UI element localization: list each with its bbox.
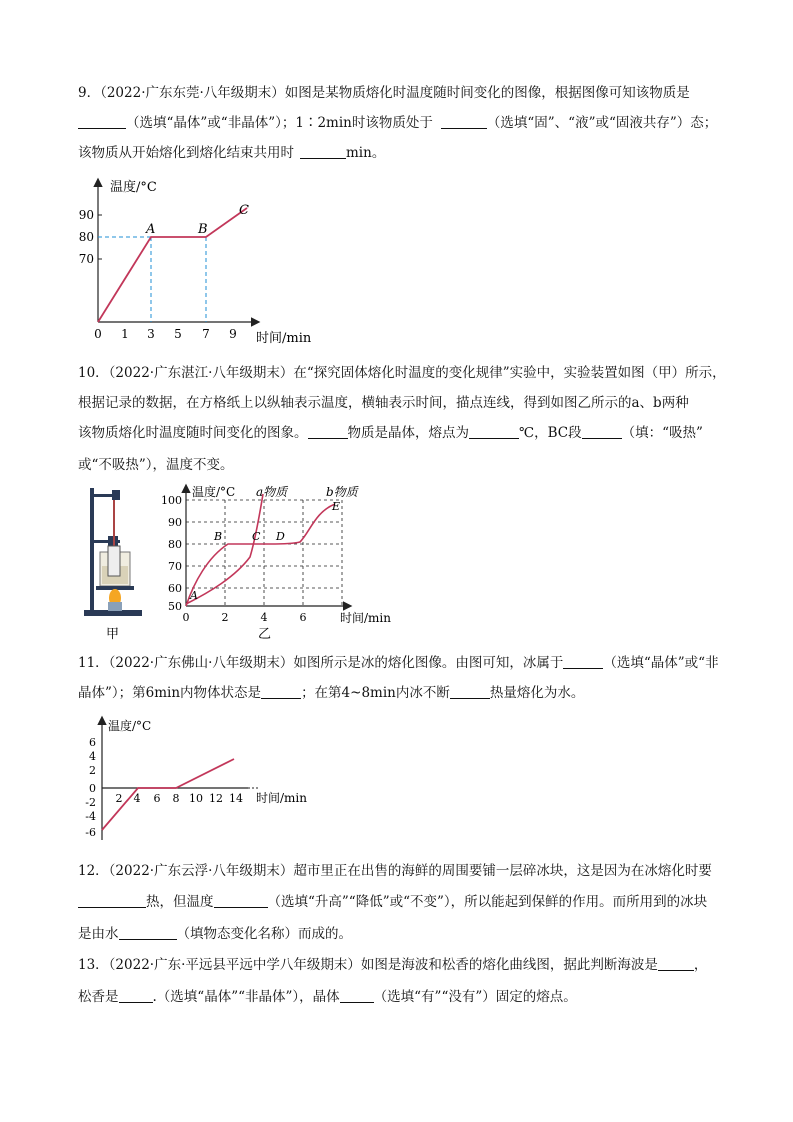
point-c-label: C [252,530,261,543]
q10-text: 10．（2022·广东湛江·八年级期末）在“探究固体熔化时温度的变化规律”实验中，实验装置如图（甲）所示， [78,365,726,381]
q11-blank-1[interactable] [563,654,603,669]
x-tick-7: 7 [202,327,210,341]
y-tick-90: 90 [168,516,182,529]
q12-text: 热，但温度 [146,894,214,910]
y-axis-label: 温度/°C [108,719,152,733]
q10-text: ℃，BC段 [519,425,582,441]
x-tick-12: 12 [209,792,223,805]
q13-blank-1[interactable] [658,956,694,971]
x-tick-5: 5 [174,327,182,341]
series-b-label: b物质 [326,485,358,499]
clamp [112,490,120,500]
q12-blank-2[interactable] [214,893,268,908]
q12-text: 12．（2022·广东云浮·八年级期末）超市里正在出售的海鲜的周围要铺一层碎冰块，这是因为在冰熔化时要 [78,863,712,879]
y-tick-neg4: -4 [85,810,96,823]
x-tick-2: 2 [115,792,123,805]
q10-line-3 [78,423,703,443]
fig-yi-label: 乙 [258,627,272,642]
q13-line-1 [78,955,707,975]
point-c-label: C [239,203,249,218]
alcohol-lamp [108,602,122,611]
q12-text: （填物态变化名称）而成的。 [176,926,352,942]
q13-line-2 [78,987,577,1007]
x-tick-6: 6 [299,611,307,624]
x-tick-0: 0 [182,611,190,624]
y-tick-80: 80 [78,230,94,244]
q11-text: （选填“晶体”或“非 [603,655,719,671]
q9-text: （选填“晶体”或“非晶体”）；1∶2min时该物质处于 [126,115,433,131]
test-tube [108,546,120,576]
y-tick-2: 2 [89,764,96,777]
stand-rod [90,488,94,612]
q12-blank-1[interactable] [78,893,146,908]
curve-b [186,504,335,606]
q11-text: 晶体”）；第6min内物体状态是 [78,685,262,701]
q11-text: 热量熔化为水。 [489,685,585,701]
q9-line-2 [78,113,717,133]
y-tick-60: 60 [168,582,182,595]
x-tick-4: 4 [133,792,141,805]
q13-text: 13．（2022·广东·平远县平远中学八年级期末）如图是海波和松香的熔化曲线图，据此判断海波是 [78,957,658,973]
q13-text: ， [693,957,708,973]
point-a-label: A [146,222,156,237]
y-tick-70: 70 [168,560,182,573]
x-tick-0: 0 [94,327,102,341]
x-tick-9: 9 [229,327,237,341]
q10-text: 该物质熔化时温度随时间变化的图象。 [78,425,308,441]
q12-line-2 [78,892,707,912]
q10-text: （填：“吸热” [621,425,703,441]
y-tick-6: 6 [89,736,96,749]
q9-blank-2[interactable] [441,114,487,129]
q9-text: 该物质从开始熔化到熔化结束共用时 [78,145,294,161]
q13-text: .（选填“晶体”“非晶体”），晶体 [152,989,340,1005]
q11-chart [78,712,328,848]
x-tick-3: 3 [147,327,155,341]
q10-blank-2[interactable] [469,424,519,439]
y-tick-neg2: -2 [85,796,96,809]
x-tick-6: 6 [153,792,161,805]
q11-line-2 [78,683,584,703]
q9-line-3 [78,143,385,163]
y-tick-0: 0 [89,782,96,795]
y-tick-neg6: -6 [85,826,96,839]
fig-jia-label: 甲 [106,627,120,642]
q12-text: 是由水 [78,926,119,942]
x-tick-1: 1 [121,327,129,341]
q13-blank-2[interactable] [119,988,153,1003]
x-tick-2: 2 [221,611,229,624]
q11-text: ；在第4~8min内冰不断 [301,685,450,701]
q10-chart [160,482,400,642]
q9-line-1 [78,83,690,103]
q10-text: 或“不吸热”），温度不变。 [78,457,234,473]
y-tick-80: 80 [168,538,182,551]
q11-text: 11．（2022·广东佛山·八年级期末）如图所示是冰的熔化图像。由图可知，冰属于 [78,655,564,671]
q11-line-1 [78,653,719,673]
series-a-label: a物质 [256,485,288,499]
q10-line-2 [78,393,689,413]
x-tick-14: 14 [229,792,243,805]
curve-a [186,494,263,604]
y-tick-50: 50 [168,600,182,613]
y-axis-label: 温度/°C [110,180,157,195]
q9-blank-3[interactable] [300,144,346,159]
point-b-label: B [214,530,223,543]
q13-text: （选填“有”“没有”）固定的熔点。 [373,989,577,1005]
y-tick-90: 90 [78,208,94,222]
x-axis-label: 时间/min [256,791,307,805]
q13-text: 松香是 [78,989,119,1005]
y-tick-4: 4 [89,750,96,763]
y-tick-70: 70 [78,252,94,266]
q10-blank-3[interactable] [582,424,622,439]
q10-blank-1[interactable] [308,424,348,439]
melting-curve [98,208,247,322]
q9-blank-1[interactable] [78,114,126,129]
q11-blank-3[interactable] [450,684,490,699]
y-axis-label: 温度/°C [192,485,236,499]
q12-blank-3[interactable] [119,925,177,940]
x-tick-8: 8 [172,792,180,805]
q12-line-1 [78,861,712,881]
point-e-label: E [332,500,341,513]
point-a-label: A [190,589,198,602]
q10-text: 根据记录的数据，在方格纸上以纵轴表示温度，横轴表示时间，描点连线，得到如图乙所示的a、b两种 [78,395,689,411]
q12-text: （选填“升高”“降低”或“不变”），所以能起到保鲜的作用。而所用到的冰块 [267,894,708,910]
q9-chart [70,170,312,350]
q9-text: min。 [346,145,386,161]
q9-text: 9．（2022·广东东莞·八年级期末）如图是某物质熔化时温度随时间变化的图像，根据图像可知该物质是 [78,85,690,101]
x-tick-10: 10 [189,792,203,805]
q10-line-1 [78,363,726,383]
apparatus-figure [76,482,156,642]
x-axis-label: 时间/min [340,611,391,625]
q13-blank-3[interactable] [340,988,374,1003]
x-axis-label: 时间/min [256,331,312,346]
q12-line-3 [78,924,352,944]
q10-text: 物质是晶体，熔点为 [347,425,469,441]
point-d-label: D [276,530,285,543]
q9-text: （选填“固”、“液”或“固液共存”）态； [486,115,718,131]
q11-blank-2[interactable] [261,684,301,699]
q10-line-4 [78,455,234,475]
x-tick-4: 4 [260,611,268,624]
point-b-label: B [198,222,208,237]
y-tick-100: 100 [161,494,182,507]
